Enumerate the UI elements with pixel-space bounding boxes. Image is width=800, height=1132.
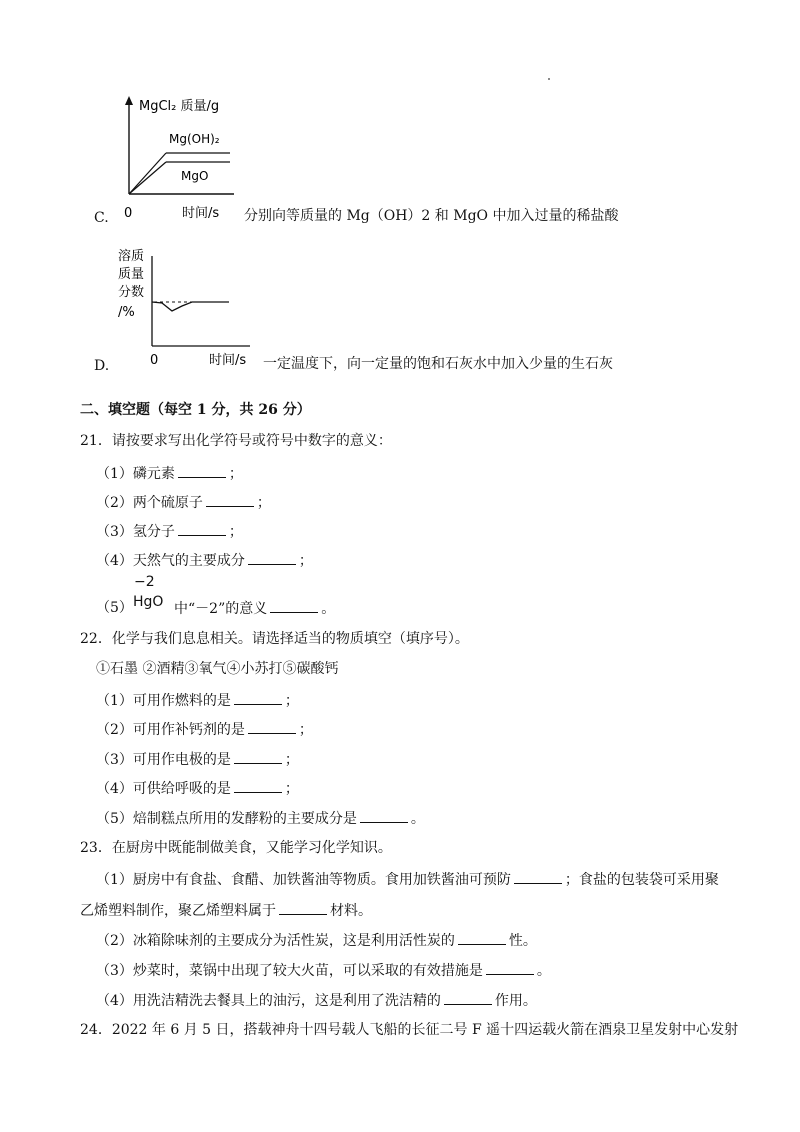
q23-item-4b: 作用。: [494, 993, 537, 1009]
q22-item-5-label: （5）焙制糕点所用的发酵粉的主要成分是: [96, 811, 357, 827]
q23-item-1-line-2: [80, 900, 372, 921]
q22-item-1-label: （1）可用作燃料的是: [96, 693, 231, 709]
q24-stem: 24．2022 年 6 月 5 日，搭载神舟十四号载人飞船的长征二号 F 遥十四运载火箭在酒泉卫星发射中心发射: [80, 1022, 739, 1038]
chart-d-ylabel-4: /%: [118, 305, 135, 320]
q21-item-3-label: （3）氢分子: [96, 524, 175, 540]
q22-item-3-blank[interactable]: [234, 749, 282, 764]
q22-item-2-label: （2）可用作补钙剂的是: [96, 722, 245, 738]
q22-options: ①石墨 ②酒精③氧气④小苏打⑤碳酸钙: [96, 661, 339, 677]
chart-c-origin: 0: [124, 206, 133, 221]
q23-item-2: [96, 930, 537, 951]
q23-item-2a: （2）冰箱除味剂的主要成分为活性炭，这是利用活性炭的: [96, 933, 455, 949]
q21-item-5-label: 中“－2”的意义: [174, 601, 268, 617]
chart-c-y-arrow: [125, 96, 133, 105]
q21-formula: HgO: [133, 594, 164, 610]
q23-stem: 23．在厨房中既能制做美食，又能学习化学知识。: [80, 840, 392, 856]
option-d-text: 一定温度下，向一定量的饱和石灰水中加入少量的生石灰: [263, 356, 613, 372]
q22-item-4-punct: ；: [284, 781, 299, 797]
q21-superscript: −2: [134, 574, 155, 590]
scan-dot: [548, 78, 550, 80]
q23-item-4a: （4）用洗洁精洗去餐具上的油污，这是利用了洗洁精的: [96, 993, 441, 1009]
q21-item-2-blank[interactable]: [206, 492, 254, 507]
q22-item-4-label: （4）可供给呼吸的是: [96, 781, 231, 797]
chart-d-svg: [118, 244, 260, 370]
q21-item-1-blank[interactable]: [178, 463, 226, 478]
chart-d-ylabel-2: 质量: [118, 267, 145, 282]
q21-item-5-prefix: （5）: [96, 600, 133, 616]
q22-item-1: [96, 690, 299, 711]
q21-item-3-blank[interactable]: [178, 521, 226, 536]
chart-d-origin: 0: [150, 353, 159, 368]
q21-item-4-punct: ；: [298, 553, 313, 569]
chart-c-line-mgo-rise: [129, 162, 166, 194]
chart-c-svg: [118, 94, 242, 224]
q23-item-1-line-1: [96, 869, 719, 890]
q22-stem: 22．化学与我们息息相关。请选择适当的物质填空（填序号）。: [80, 631, 469, 647]
q21-item-3: [96, 521, 243, 542]
q21-item-5-punct: 。: [321, 601, 336, 617]
q21-item-4-label: （4）天然气的主要成分: [96, 553, 245, 569]
q21-item-5: [174, 598, 335, 619]
chart-d-line: [152, 302, 229, 311]
q22-item-5-punct: 。: [410, 811, 425, 827]
chart-c-xlabel: 时间/s: [182, 206, 220, 221]
option-c-text: 分别向等质量的 Mg（OH）2 和 MgO 中加入过量的稀盐酸: [244, 208, 619, 224]
q21-item-1-punct: ；: [228, 466, 243, 482]
chart-c-line-mgoh2-rise: [129, 153, 166, 194]
q22-item-2: [96, 719, 313, 740]
q23-item-1b: ；食盐的包装袋可采用聚: [564, 872, 719, 888]
q22-item-1-punct: ；: [284, 693, 299, 709]
q21-item-2-punct: ；: [256, 495, 271, 511]
q21-item-4: [96, 550, 313, 571]
q23-item-2b: 性。: [508, 933, 537, 949]
q23-item-1c: 乙烯塑料制作，聚乙烯塑料属于: [80, 903, 276, 919]
q22-item-1-blank[interactable]: [234, 690, 282, 705]
q22-item-5: [96, 808, 425, 829]
chart-c-ylabel: MgCl₂ 质量/g: [139, 99, 220, 114]
q22-item-5-blank[interactable]: [360, 808, 408, 823]
option-c-letter: C.: [94, 210, 109, 226]
q21-item-5-blank[interactable]: [270, 598, 318, 613]
q23-item-4: [96, 990, 537, 1011]
chart-d: [118, 244, 260, 370]
q21-item-4-blank[interactable]: [248, 550, 296, 565]
q22-item-4: [96, 778, 299, 799]
chart-d-xlabel: 时间/s: [209, 353, 247, 368]
chart-c-series-mgo: MgO: [181, 169, 209, 183]
chart-d-ylabel-1: 溶质: [118, 249, 145, 264]
q23-item-1-blank-b[interactable]: [279, 900, 327, 915]
q21-stem: 21．请按要求写出化学符号或符号中数字的意义：: [80, 433, 392, 449]
section-heading: 二、填空题（每空 1 分，共 26 分）: [80, 402, 311, 418]
q22-item-3: [96, 749, 299, 770]
q21-item-1: [96, 463, 243, 484]
chart-d-ylabel-3: 分数: [118, 285, 145, 300]
q21-item-1-label: （1）磷元素: [96, 466, 175, 482]
q21-item-2-label: （2）两个硫原子: [96, 495, 203, 511]
q23-item-3: [96, 960, 551, 981]
q23-item-1a: （1）厨房中有食盐、食醋、加铁酱油等物质。食用加铁酱油可预防: [96, 872, 511, 888]
q23-item-3a: （3）炒菜时，菜锅中出现了较大火苗，可以采取的有效措施是: [96, 963, 483, 979]
q23-item-1-blank-a[interactable]: [514, 869, 562, 884]
q22-item-4-blank[interactable]: [234, 778, 282, 793]
q22-item-3-label: （3）可用作电极的是: [96, 752, 231, 768]
q22-item-2-punct: ；: [298, 722, 313, 738]
q23-item-1d: 材料。: [330, 903, 372, 919]
q23-item-4-blank[interactable]: [444, 990, 492, 1005]
q21-item-3-punct: ；: [228, 524, 243, 540]
q21-item-2: [96, 492, 271, 513]
q23-item-3-punct: 。: [536, 963, 551, 979]
q22-item-2-blank[interactable]: [248, 719, 296, 734]
q22-item-3-punct: ；: [284, 752, 299, 768]
q23-item-2-blank[interactable]: [458, 930, 506, 945]
option-d-letter: D.: [94, 358, 110, 374]
chart-c-series-mgoh2: Mg(OH)₂: [169, 132, 220, 146]
chart-c: [118, 94, 242, 224]
q23-item-3-blank[interactable]: [486, 960, 534, 975]
